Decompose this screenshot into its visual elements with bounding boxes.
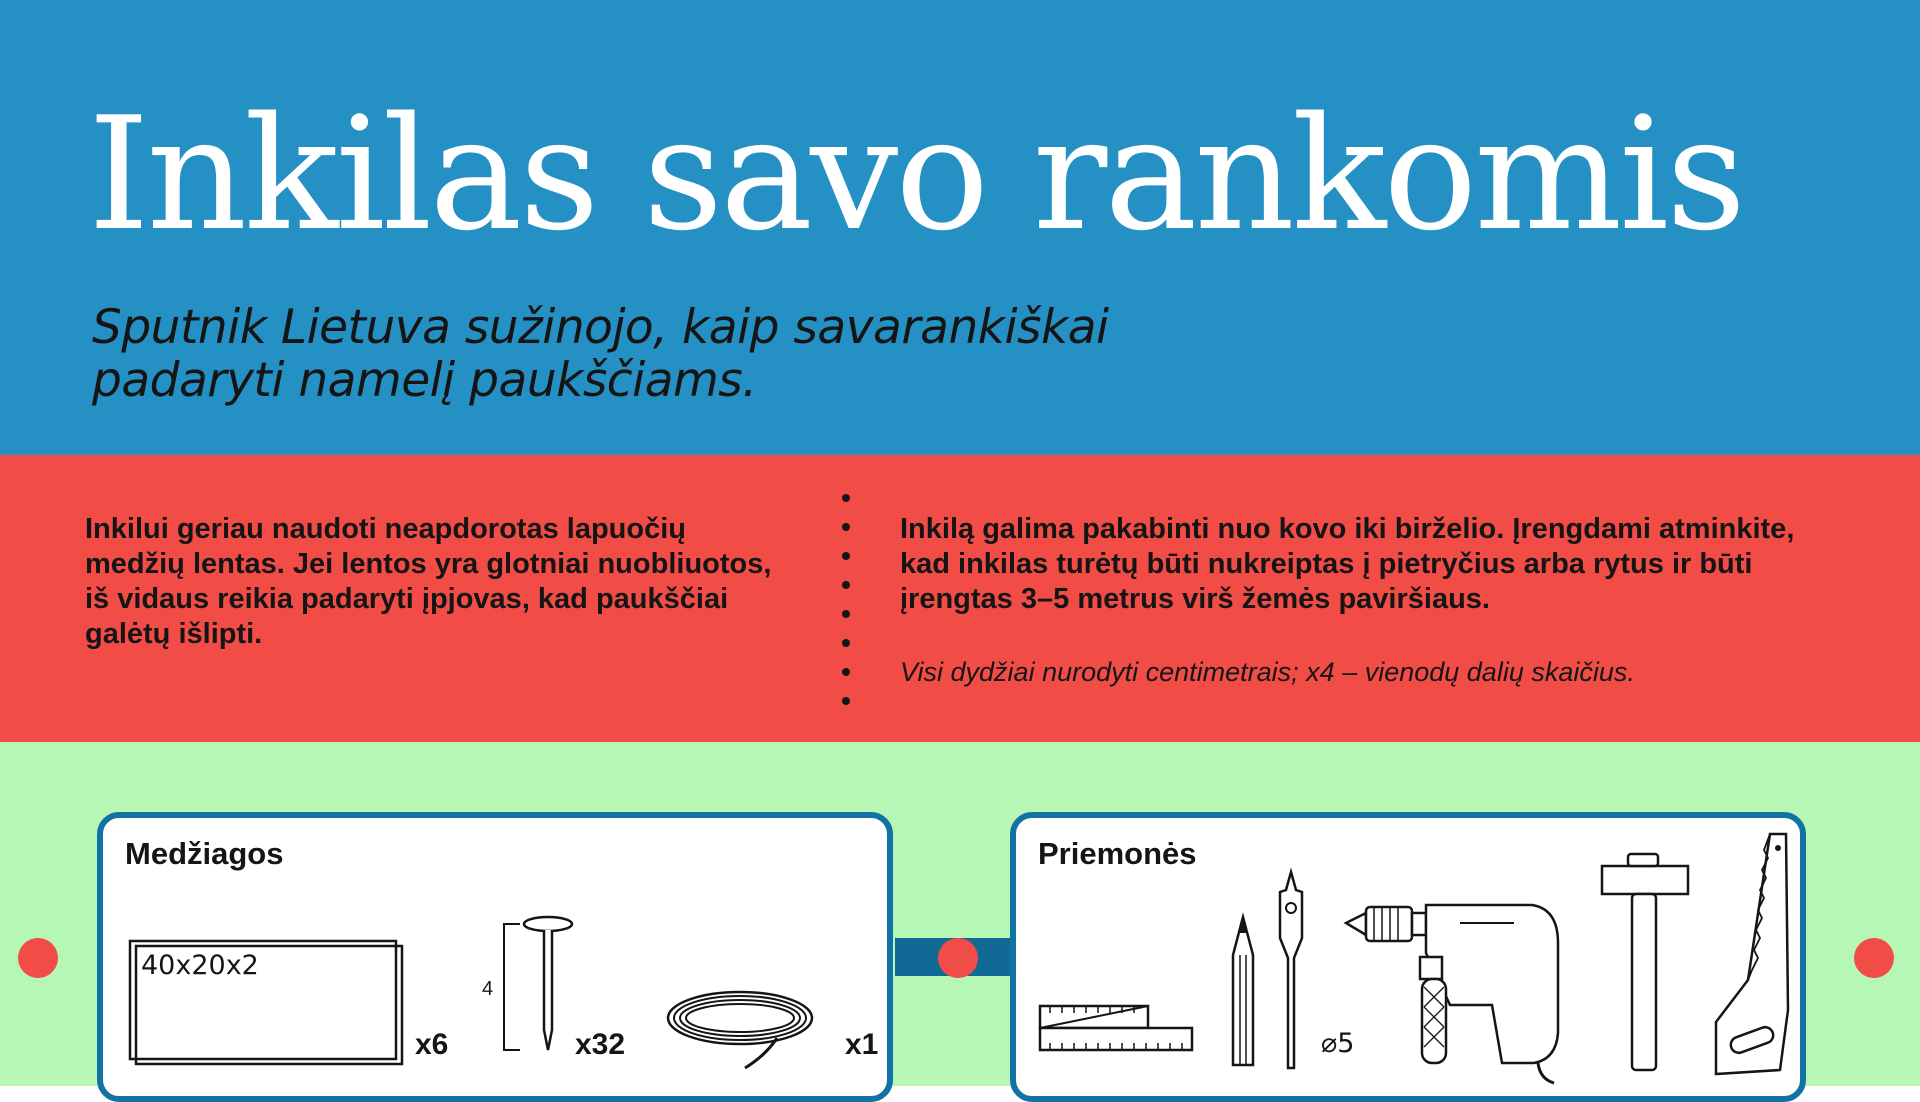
drill-bit-size: ⌀5 (1321, 1028, 1355, 1059)
tools-panel (1010, 812, 1806, 1102)
materials-panel (97, 812, 893, 1102)
hand-saw-icon (1708, 830, 1798, 1080)
hero-banner (0, 0, 1920, 455)
wood-advice-line: Inkilui geriau naudoti neapdorotas lapuočių (85, 513, 686, 545)
page-title: Inkilas savo rankomis (88, 83, 1744, 265)
spade-drill-bit-icon (1266, 868, 1316, 1078)
mounting-advice-line: kad inkilas turėtų būti nukreiptas į pietryčius arba rytus ir būti (900, 548, 1753, 580)
wire-coil-icon (665, 978, 825, 1078)
hammer-icon (1594, 848, 1694, 1078)
mounting-advice-line: įrengtas 3–5 metrus virš žemės paviršiaus. (900, 583, 1490, 615)
accent-dot-left (18, 938, 58, 978)
wire-quantity: x1 (845, 1028, 879, 1061)
wood-advice-line: galėtų išlipti. (85, 618, 263, 650)
nail-quantity: x32 (575, 1028, 626, 1061)
units-note: Visi dydžiai nurodyti centimetrais; x4 – vienodų dalių skaičius. (900, 657, 1635, 687)
mounting-advice-line: Inkilą galima pakabinti nuo kovo iki birželio. Įrengdami atminkite, (900, 513, 1795, 545)
board-dimensions: 40x20x2 (141, 950, 259, 981)
wood-advice-line: iš vidaus reikia padaryti įpjovas, kad paukščiai (85, 583, 729, 615)
electric-drill-icon (1342, 883, 1572, 1088)
pencil-icon (1228, 913, 1258, 1073)
subtitle-line-2: padaryti namelį paukščiams. (92, 353, 757, 408)
board-quantity: x6 (415, 1028, 449, 1061)
nail-icon (518, 908, 578, 1058)
subtitle-line-1: Sputnik Lietuva sužinojo, kaip savarankiškai (92, 300, 1109, 355)
accent-dot-center (938, 938, 978, 978)
folding-ruler-icon (1036, 998, 1206, 1068)
accent-dot-right (1854, 938, 1894, 978)
tools-title: Priemonės (1038, 836, 1197, 871)
wood-advice-line: medžių lentas. Jei lentos yra glotniai nuobliuotos, (85, 548, 772, 580)
wood-advice-text (85, 512, 771, 652)
mounting-advice-text (900, 512, 1794, 617)
materials-title: Medžiagos (125, 836, 284, 871)
dotted-divider (840, 490, 852, 710)
nail-length-label: 4 (482, 978, 494, 1000)
